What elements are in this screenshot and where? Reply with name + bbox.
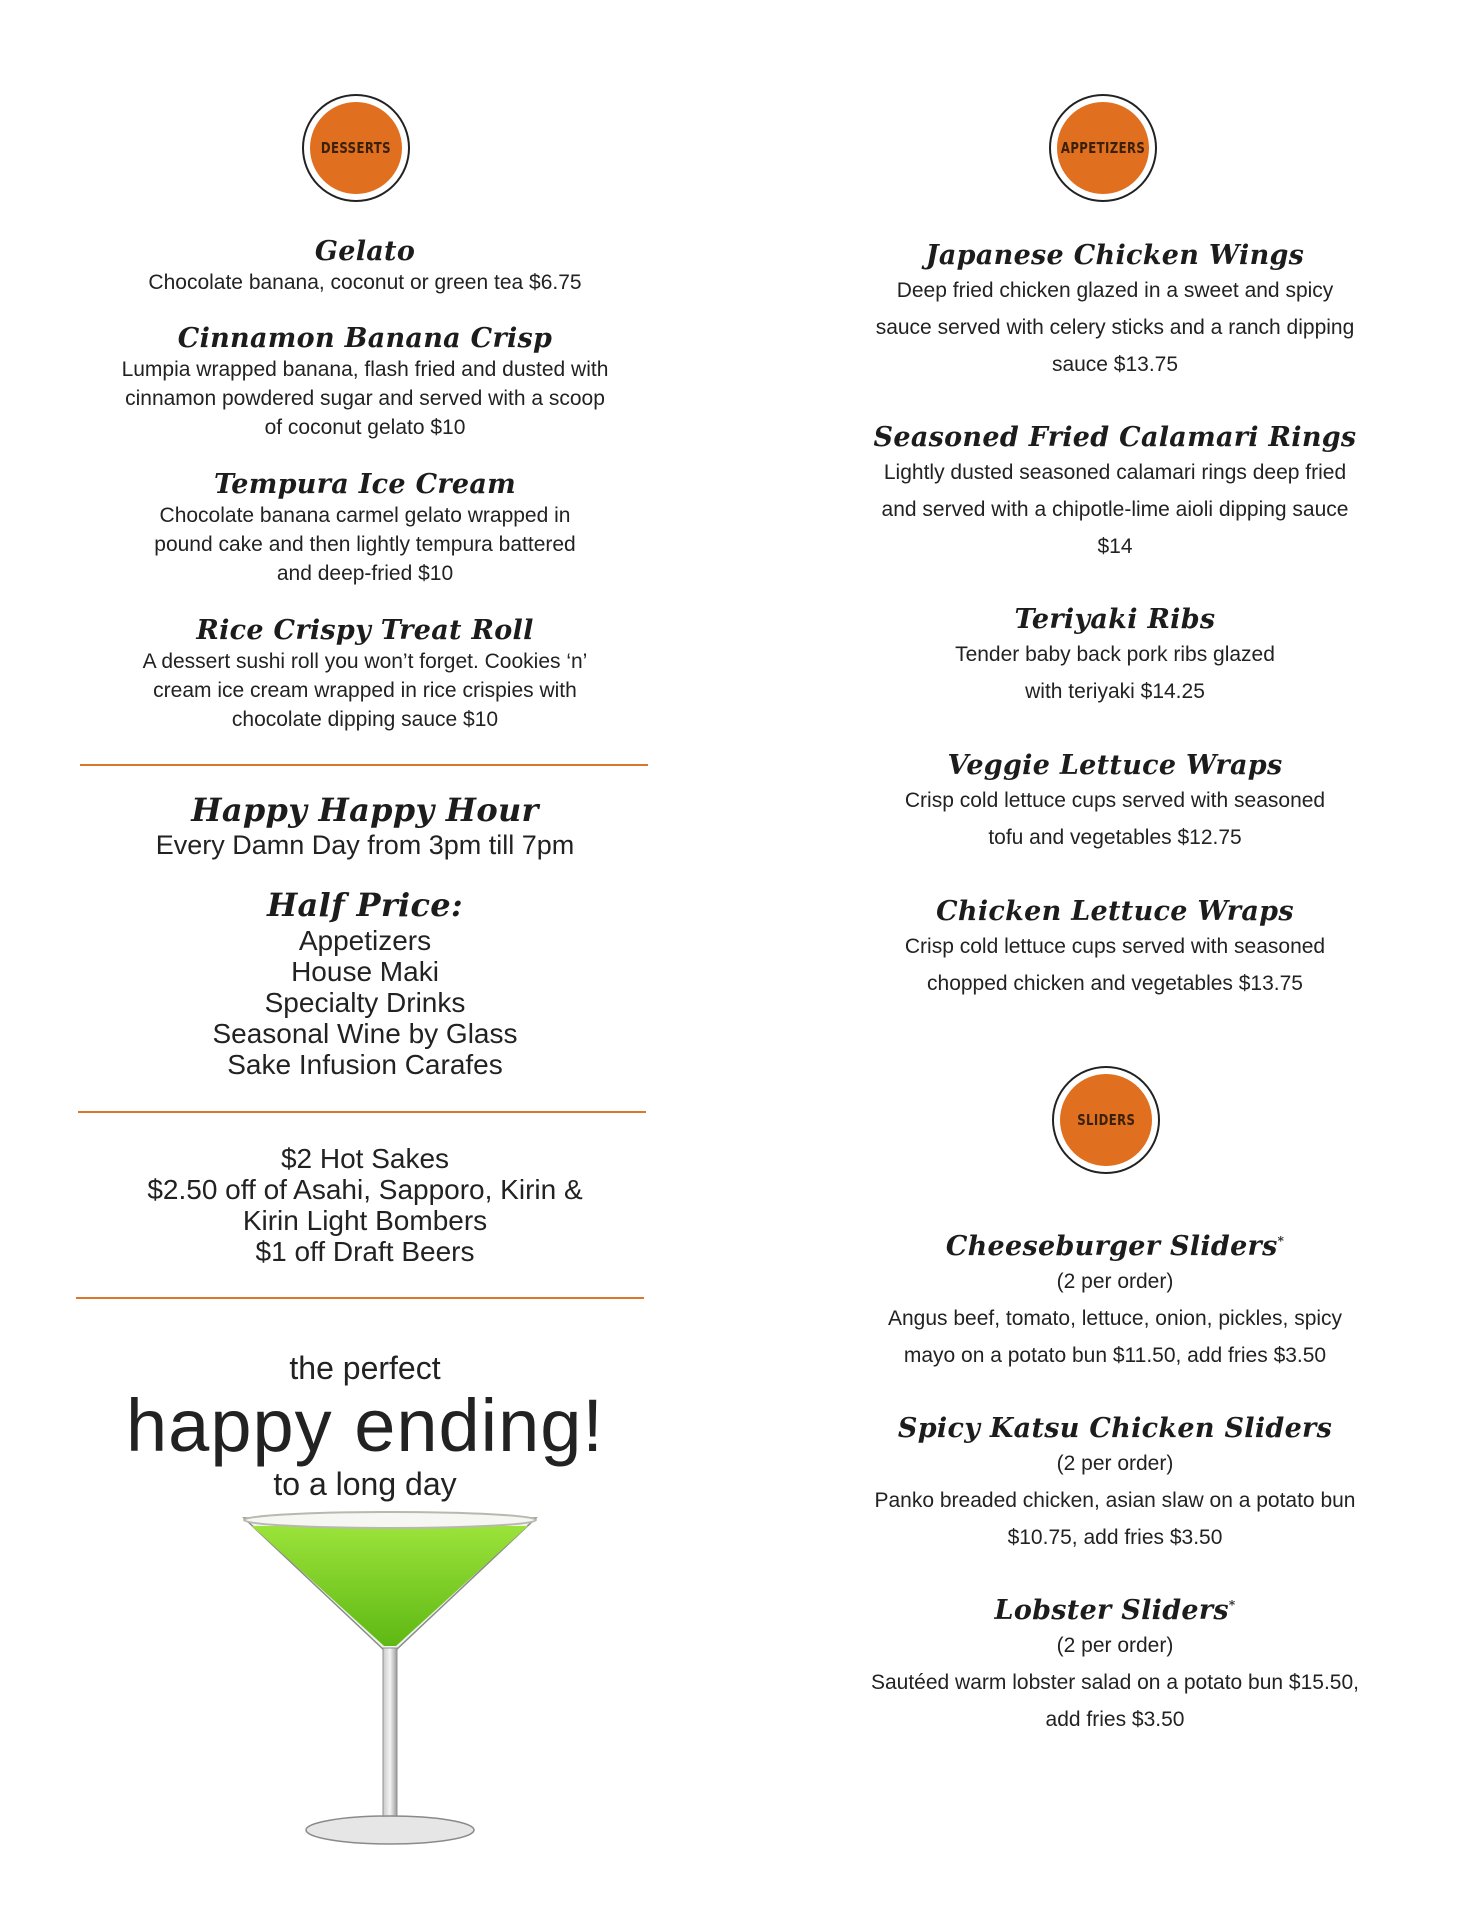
special-line: $2.50 off of Asahi, Sapporo, Kirin & bbox=[147, 1174, 583, 1205]
appetizer-desc-line: $14 bbox=[1097, 535, 1133, 558]
slider-name: Lobster Sliders bbox=[994, 1595, 1229, 1626]
slider-desc-line: add fries $3.50 bbox=[1045, 1708, 1185, 1731]
sliders-badge-disc bbox=[1060, 1074, 1152, 1166]
sliders-badge bbox=[1052, 1066, 1160, 1174]
divider-rule bbox=[80, 764, 648, 766]
slider-title bbox=[810, 1407, 1420, 1445]
half-price-list bbox=[60, 925, 670, 1080]
glass-foot bbox=[306, 1816, 474, 1844]
appetizers-badge-label: APPETIZERS bbox=[1060, 139, 1146, 157]
specials-block bbox=[60, 1143, 670, 1267]
appetizer-desc-line: chopped chicken and vegetables $13.75 bbox=[927, 972, 1303, 995]
appetizers-badge-disc bbox=[1057, 102, 1149, 194]
ending-line-3: to a long day bbox=[273, 1466, 457, 1502]
slider-desc-line: Sautéed warm lobster salad on a potato bun $15.50, bbox=[870, 1671, 1359, 1694]
slider-desc-line: (2 per order) bbox=[1056, 1270, 1174, 1293]
slider-title bbox=[810, 1589, 1420, 1627]
appetizer-desc-line: Lightly dusted seasoned calamari rings deep fried bbox=[883, 461, 1347, 484]
dessert-desc-line: cinnamon powdered sugar and served with a scoop bbox=[125, 387, 605, 410]
ending-line-1: the perfect bbox=[289, 1350, 441, 1386]
half-price-block bbox=[60, 885, 670, 1080]
slider-name: Spicy Katsu Chicken Sliders bbox=[897, 1413, 1333, 1444]
appetizer-item-calamari-rings bbox=[810, 422, 1420, 565]
appetizer-desc-line: and served with a chipotle-lime aioli dipping sauce bbox=[881, 498, 1349, 521]
appetizer-title: Japanese Chicken Wings bbox=[925, 240, 1305, 271]
dessert-item-cinnamon-banana-crisp bbox=[60, 323, 670, 442]
half-price-item: Appetizers bbox=[298, 925, 432, 956]
appetizer-desc-line: tofu and vegetables $12.75 bbox=[988, 826, 1242, 849]
dessert-title: Cinnamon Banana Crisp bbox=[177, 323, 553, 354]
slider-desc-line: (2 per order) bbox=[1056, 1452, 1174, 1475]
sliders-badge-label: SLIDERS bbox=[1076, 1111, 1136, 1129]
special-line: $1 off Draft Beers bbox=[255, 1236, 475, 1267]
dessert-title: Tempura Ice Cream bbox=[213, 469, 517, 500]
happy-hour-block bbox=[60, 790, 670, 861]
slider-title bbox=[810, 1225, 1420, 1263]
slider-name: Cheeseburger Sliders bbox=[945, 1231, 1278, 1262]
divider-rule bbox=[78, 1111, 646, 1113]
dessert-desc-line: of coconut gelato $10 bbox=[264, 416, 466, 439]
asterisk-mark: * bbox=[1277, 1234, 1285, 1248]
appetizer-item-japanese-chicken-wings bbox=[810, 240, 1420, 383]
slider-item-lobster bbox=[810, 1589, 1420, 1738]
drink-liquid bbox=[252, 1526, 528, 1646]
special-line: Kirin Light Bombers bbox=[242, 1205, 488, 1236]
desserts-badge-disc bbox=[310, 102, 402, 194]
sugar-rim bbox=[244, 1512, 536, 1528]
appetizer-title: Seasoned Fried Calamari Rings bbox=[873, 422, 1357, 453]
half-price-item: House Maki bbox=[291, 956, 439, 987]
dessert-desc-line: pound cake and then lightly tempura battered bbox=[154, 533, 576, 556]
appetizer-desc-line: Crisp cold lettuce cups served with seasoned bbox=[904, 789, 1326, 812]
asterisk-mark: * bbox=[1228, 1598, 1236, 1612]
half-price-item: Seasonal Wine by Glass bbox=[212, 1018, 518, 1049]
desserts-badge bbox=[302, 94, 410, 202]
desserts-badge-label: DESSERTS bbox=[320, 139, 392, 157]
dessert-desc-line: Lumpia wrapped banana, flash fried and dusted with bbox=[121, 358, 609, 381]
slider-item-spicy-katsu-chicken bbox=[810, 1407, 1420, 1556]
slider-desc-line: $10.75, add fries $3.50 bbox=[1007, 1526, 1223, 1549]
dessert-item-rice-crispy-treat-roll bbox=[60, 615, 670, 734]
slider-desc-line: Panko breaded chicken, asian slaw on a potato bun bbox=[874, 1489, 1356, 1512]
happy-hour-subtitle: Every Damn Day from 3pm till 7pm bbox=[155, 830, 575, 860]
glass-stem bbox=[383, 1648, 397, 1820]
dessert-item-gelato bbox=[60, 236, 670, 297]
dessert-desc-line: A dessert sushi roll you won’t forget. Cookies ‘n’ bbox=[142, 650, 588, 673]
dessert-title: Rice Crispy Treat Roll bbox=[196, 615, 534, 646]
slider-desc-line: (2 per order) bbox=[1056, 1634, 1174, 1657]
dessert-item-tempura-ice-cream bbox=[60, 469, 670, 588]
appetizer-desc-line: with teriyaki $14.25 bbox=[1025, 680, 1205, 703]
appetizer-title: Chicken Lettuce Wraps bbox=[936, 896, 1294, 927]
divider-rule bbox=[76, 1297, 644, 1299]
half-price-item: Sake Infusion Carafes bbox=[227, 1049, 503, 1080]
appetizer-item-chicken-lettuce-wraps bbox=[810, 896, 1420, 1002]
dessert-desc-line: chocolate dipping sauce $10 bbox=[231, 708, 499, 731]
slider-item-cheeseburger bbox=[810, 1225, 1420, 1374]
martini-glass-image bbox=[240, 1500, 540, 1860]
appetizer-title: Teriyaki Ribs bbox=[1014, 604, 1216, 635]
dessert-desc-line: Chocolate banana carmel gelato wrapped in bbox=[159, 504, 571, 527]
slider-desc-line: mayo on a potato bun $11.50, add fries $3.50 bbox=[903, 1344, 1327, 1367]
special-line: $2 Hot Sakes bbox=[280, 1143, 450, 1174]
happy-ending-block bbox=[60, 1350, 670, 1502]
happy-hour-title: Happy Happy Hour bbox=[191, 791, 539, 829]
appetizer-item-teriyaki-ribs bbox=[810, 604, 1420, 710]
appetizer-item-veggie-lettuce-wraps bbox=[810, 750, 1420, 856]
appetizer-desc-line: Tender baby back pork ribs glazed bbox=[955, 643, 1275, 666]
slider-desc-line: Angus beef, tomato, lettuce, onion, pickles, spicy bbox=[887, 1307, 1343, 1330]
appetizer-desc-line: sauce $13.75 bbox=[1051, 353, 1179, 376]
appetizer-title: Veggie Lettuce Wraps bbox=[947, 750, 1283, 781]
ending-line-2: happy ending! bbox=[126, 1384, 604, 1467]
appetizers-badge bbox=[1049, 94, 1157, 202]
appetizer-desc-line: Crisp cold lettuce cups served with seasoned bbox=[904, 935, 1326, 958]
dessert-title: Gelato bbox=[314, 236, 416, 267]
half-price-title: Half Price: bbox=[266, 886, 464, 924]
half-price-item: Specialty Drinks bbox=[264, 987, 466, 1018]
dessert-desc-line: and deep-fried $10 bbox=[276, 562, 454, 585]
appetizer-desc-line: Deep fried chicken glazed in a sweet and spicy bbox=[896, 279, 1334, 302]
appetizer-desc-line: sauce served with celery sticks and a ranch dipping bbox=[875, 316, 1355, 339]
dessert-desc-line: Chocolate banana, coconut or green tea $6.75 bbox=[148, 271, 582, 294]
dessert-desc-line: cream ice cream wrapped in rice crispies with bbox=[153, 679, 577, 702]
